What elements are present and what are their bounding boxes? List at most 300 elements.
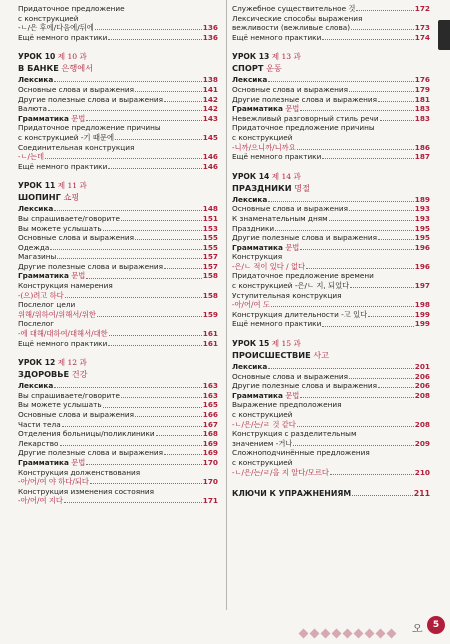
- page-ref[interactable]: 151: [202, 213, 218, 223]
- toc-entry-text: [232, 104, 299, 114]
- footer-korean-char: 오: [412, 622, 423, 635]
- leader-dots: [108, 345, 201, 346]
- lesson-title[interactable]: [232, 182, 430, 194]
- page-ref[interactable]: 158: [202, 290, 218, 300]
- leader-dots: [350, 287, 414, 288]
- leader-dots: [322, 39, 413, 40]
- grammar-label: Грамматика: [232, 390, 283, 400]
- page-ref[interactable]: 199: [414, 319, 430, 329]
- leader-dots: [60, 445, 202, 446]
- leader-dots: [135, 239, 202, 240]
- toc-entry-text: Уступительная конструкция: [232, 290, 342, 300]
- toc-entry-text: Ещё немного практики: [232, 152, 322, 162]
- grammar-korean-label: 문법: [282, 242, 300, 252]
- toc-entry: [18, 4, 218, 14]
- toc-entry: [232, 271, 430, 281]
- leader-dots: [135, 91, 202, 92]
- lesson-number: [18, 357, 218, 368]
- toc-entry-text: Ещё немного практики: [18, 338, 108, 348]
- toc-entry: [232, 458, 430, 468]
- page-ref[interactable]: 161: [202, 338, 218, 348]
- toc-entry: [18, 496, 218, 506]
- toc-entry-text: Основные слова и выражения: [18, 410, 135, 419]
- page-ref[interactable]: 146: [202, 152, 218, 162]
- page-ref[interactable]: 210: [414, 467, 430, 477]
- toc-entry: [18, 458, 218, 468]
- toc-entry: [18, 410, 218, 420]
- page-ref[interactable]: 155: [202, 233, 218, 243]
- toc-entry-text: с конструкцией: [232, 410, 293, 419]
- leader-dots: [268, 368, 413, 369]
- toc-entry: [18, 468, 218, 478]
- leader-dots: [108, 39, 201, 40]
- leader-dots: [322, 326, 413, 327]
- lesson-title-korean: 운동: [263, 63, 282, 74]
- leader-dots: [380, 120, 414, 121]
- page-ref[interactable]: 136: [202, 23, 218, 33]
- page-ref[interactable]: 183: [414, 113, 430, 123]
- lesson-title-text: ПРАЗДНИКИ: [232, 182, 292, 193]
- page-ref[interactable]: 195: [414, 233, 430, 243]
- page-ref[interactable]: 179: [414, 84, 430, 94]
- page-ref[interactable]: 163: [202, 381, 218, 391]
- toc-entry: [232, 429, 430, 439]
- lesson-title-korean: 사고: [310, 350, 330, 361]
- page-ref[interactable]: 193: [414, 204, 430, 214]
- leader-dots: [86, 464, 201, 465]
- page-ref[interactable]: 195: [414, 223, 430, 233]
- toc-entry: [18, 243, 218, 253]
- toc-entry-text: Вы спрашиваете/говорите: [18, 390, 121, 400]
- toc-entry: [18, 391, 218, 401]
- leader-dots: [64, 502, 202, 503]
- toc-entry: [18, 123, 218, 133]
- toc-entry-text: -아/어/여 야 하다/되다: [18, 477, 89, 487]
- leader-dots: [86, 120, 201, 121]
- toc-entry: [232, 123, 430, 133]
- leader-dots: [86, 278, 201, 279]
- toc-entry-text: -ㄴ/은/는/ㄹ 것 같다: [232, 419, 296, 429]
- toc-entry: [232, 214, 430, 224]
- page-ref[interactable]: 165: [202, 400, 218, 410]
- toc-entry: [18, 429, 218, 439]
- toc-entry-text: Лекарство: [18, 438, 59, 448]
- toc-entry-text: с конструкцией: [18, 13, 79, 23]
- grammar-label: Грамматика: [232, 242, 283, 252]
- lesson-label: УРОК 15: [232, 339, 270, 349]
- toc-entry-text: К знаменательным дням: [232, 213, 328, 223]
- toc-entry: [232, 4, 430, 14]
- toc-entry-text: -ㄴ/은 후에/다음에/뒤에: [18, 23, 94, 33]
- toc-entry-text: Праздники: [232, 223, 275, 233]
- toc-entry: [18, 252, 218, 262]
- toc-entry-text: Лексические способы выражения: [232, 13, 363, 23]
- toc-entry-text: Другие полезные слова и выражения: [18, 448, 164, 458]
- page-ref[interactable]: 174: [414, 32, 430, 42]
- toc-entry: [18, 281, 218, 291]
- grammar-label: Грамматика: [18, 271, 69, 281]
- page-ref[interactable]: 148: [202, 204, 218, 214]
- page-ref[interactable]: 208: [414, 419, 430, 429]
- toc-entry: [232, 14, 430, 24]
- toc-entry-text: Придаточное предложение: [18, 4, 125, 13]
- leader-dots: [103, 230, 202, 231]
- toc-entry: [18, 448, 218, 458]
- page-ref[interactable]: 169: [202, 448, 218, 458]
- lesson-title-text: ШОПИНГ: [18, 192, 61, 203]
- toc-entry-text: Ещё немного практики: [232, 319, 322, 329]
- leader-dots: [268, 81, 413, 82]
- toc-entry: [232, 400, 430, 410]
- toc-entry: [232, 75, 430, 85]
- toc-entry: [18, 133, 218, 143]
- toc-entry: [18, 23, 218, 33]
- toc-right-column: [232, 4, 430, 499]
- grammar-korean-label: 문법: [282, 390, 300, 400]
- toc-entry: [232, 300, 430, 310]
- leader-dots: [300, 249, 413, 250]
- toc-entry-text: -ㄴ/은/는/ㄹ/을 지 알다/모르다: [232, 467, 329, 477]
- toc-entry-text: Основные слова и выражения: [18, 84, 135, 94]
- page-ref[interactable]: 206: [414, 371, 430, 381]
- leader-dots: [352, 495, 413, 496]
- toc-entry-text: -(으)려고 하다: [18, 290, 64, 300]
- leader-dots: [322, 158, 413, 159]
- toc-entry-text: с конструкцией: [232, 132, 293, 142]
- leader-dots: [330, 474, 414, 475]
- toc-entry-text: 위해/위하여/위해서/위한: [18, 309, 96, 319]
- toc-entry: [18, 310, 218, 320]
- lesson-title-korean: 명절: [291, 182, 310, 193]
- toc-entry: [232, 468, 430, 478]
- toc-entry-text: Послелог: [18, 319, 55, 329]
- page-ref[interactable]: 208: [414, 390, 430, 400]
- toc-entry-text: Придаточное предложение времени: [232, 271, 374, 281]
- leader-dots: [297, 426, 414, 427]
- lesson-title-korean: 은행에서: [58, 63, 94, 74]
- toc-entry-text: Лексика: [232, 194, 268, 204]
- page-ref[interactable]: 167: [202, 419, 218, 429]
- toc-entry: [18, 420, 218, 430]
- toc-entry-text: Другие полезные слова и выражения: [18, 261, 164, 271]
- toc-entry-text: Лексика: [18, 204, 54, 214]
- page-ref[interactable]: 141: [202, 84, 218, 94]
- toc-entry-text: Конструкция изменения состояния: [18, 486, 155, 496]
- lesson-title[interactable]: [232, 349, 430, 361]
- toc-entry-text: -니까/으니까/니까요: [232, 142, 296, 152]
- toc-entry-text: Конструкция намерения: [18, 281, 113, 291]
- toc-entry-text: вежливости (вежливые слова): [232, 23, 351, 33]
- toc-entry-text: с конструкцией -은/ㄴ 지, 되었다: [232, 281, 350, 291]
- answer-keys-entry: [232, 489, 430, 499]
- toc-entry: [18, 75, 218, 85]
- toc-entry: [232, 85, 430, 95]
- page-ref[interactable]: 189: [414, 194, 430, 204]
- toc-entry-text: значением -거나: [232, 438, 293, 448]
- toc-entry: [18, 143, 218, 153]
- lesson-title-text: ПРОИСШЕСТВИЕ: [232, 350, 311, 361]
- toc-entry-text: с конструкцией -기 때문에: [18, 132, 115, 142]
- toc-entry-text: Выражение предположения: [232, 400, 342, 410]
- toc-entry-text: Конструкция долженствования: [18, 467, 141, 477]
- lesson-title[interactable]: [18, 368, 218, 380]
- leader-dots: [297, 149, 414, 150]
- toc-entry: [18, 14, 218, 24]
- toc-entry-text: Придаточное предложение причины: [18, 123, 161, 133]
- leader-dots: [57, 258, 202, 259]
- toc-entry: [232, 281, 430, 291]
- leader-dots: [45, 158, 202, 159]
- toc-entry: [232, 291, 430, 301]
- toc-entry: [232, 224, 430, 234]
- page-ref[interactable]: 153: [202, 223, 218, 233]
- toc-entry: [18, 477, 218, 487]
- toc-entry-text: Основные слова и выражения: [232, 204, 349, 214]
- lesson-label-korean: 제 12 과: [55, 358, 87, 368]
- grammar-korean-label: 문법: [282, 104, 300, 114]
- page-ref[interactable]: 181: [414, 94, 430, 104]
- lesson-title[interactable]: [18, 191, 218, 203]
- page-ref[interactable]: 170: [202, 477, 218, 487]
- leader-dots: [48, 110, 202, 111]
- toc-entry: [232, 33, 430, 43]
- lesson-label: УРОК 14: [232, 171, 270, 181]
- toc-entry-text: Соединительная конструкция: [18, 142, 135, 152]
- lesson-number: [232, 338, 430, 349]
- toc-entry: [232, 95, 430, 105]
- toc-entry-text: Конструкция: [232, 252, 283, 262]
- leader-dots: [293, 445, 413, 446]
- leader-dots: [349, 91, 414, 92]
- toc-entry: [18, 381, 218, 391]
- page-ref[interactable]: 187: [414, 152, 430, 162]
- page-ref[interactable]: 170: [202, 457, 218, 467]
- leader-dots: [54, 81, 201, 82]
- page-ref[interactable]: 197: [414, 281, 430, 291]
- toc-entry: [18, 262, 218, 272]
- toc-entry: [232, 252, 430, 262]
- grammar-label: Грамматика: [18, 113, 69, 123]
- toc-entry-text: Вы можете услышать: [18, 400, 102, 410]
- toc-entry-text: Вы можете услышать: [18, 223, 102, 233]
- lesson-number: [18, 180, 218, 191]
- leader-dots: [54, 387, 201, 388]
- lesson-title-text: СПОРТ: [232, 63, 264, 74]
- toc-entry: [232, 372, 430, 382]
- toc-entry: [18, 85, 218, 95]
- leader-dots: [268, 201, 413, 202]
- page-ref[interactable]: 168: [202, 429, 218, 439]
- lesson-label-korean: 제 13 과: [269, 52, 301, 62]
- page-ref[interactable]: 201: [414, 362, 430, 372]
- toc-entry-text: [232, 243, 299, 253]
- leader-dots: [368, 316, 413, 317]
- toc-entry: [232, 448, 430, 458]
- page-ref[interactable]: 169: [202, 438, 218, 448]
- page-ref[interactable]: 206: [414, 381, 430, 391]
- toc-entry-text: Лексика: [18, 381, 54, 391]
- toc-entry-text: Лексика: [232, 362, 268, 372]
- page-ref[interactable]: 146: [202, 161, 218, 171]
- toc-entry: [232, 233, 430, 243]
- toc-entry: [18, 152, 218, 162]
- grammar-label: Грамматика: [232, 104, 283, 114]
- toc-entry: [18, 214, 218, 224]
- page-ref[interactable]: 155: [202, 242, 218, 252]
- lesson-label-korean: 제 10 과: [55, 52, 87, 62]
- lesson-label-korean: 제 15 과: [269, 339, 301, 349]
- toc-entry-text: Отделения больницы/поликлиники: [18, 429, 155, 439]
- page-ref[interactable]: 196: [414, 261, 430, 271]
- toc-entry: [232, 262, 430, 272]
- page-ref[interactable]: 193: [414, 213, 430, 223]
- toc-entry-text: Невежливый разговорный стиль речи: [232, 113, 379, 123]
- leader-dots: [271, 306, 414, 307]
- leader-dots: [121, 220, 202, 221]
- page-ref[interactable]: 171: [202, 496, 218, 506]
- toc-entry: [18, 329, 218, 339]
- leader-dots: [306, 268, 414, 269]
- lesson-title[interactable]: [232, 62, 430, 74]
- leader-dots: [156, 435, 202, 436]
- page-ref[interactable]: 166: [202, 410, 218, 419]
- page-ref[interactable]: 163: [202, 390, 218, 400]
- toc-entry-text: Послелог цели: [18, 300, 76, 310]
- leader-dots: [97, 316, 202, 317]
- leader-dots: [378, 101, 414, 102]
- page-ref[interactable]: 142: [202, 94, 218, 104]
- toc-entry-text: Придаточное предложение причины: [232, 123, 375, 133]
- page-ref[interactable]: 198: [414, 300, 430, 310]
- page-ref[interactable]: 161: [202, 329, 218, 339]
- toc-entry: [232, 204, 430, 214]
- toc-entry: [232, 133, 430, 143]
- toc-entry-text: Основные слова и выражения: [18, 233, 135, 243]
- toc-entry: [232, 319, 430, 329]
- leader-dots: [164, 454, 202, 455]
- lesson-title[interactable]: [18, 62, 218, 74]
- toc-left-column: [18, 4, 218, 506]
- toc-entry: [18, 104, 218, 114]
- grammar-korean-label: 문법: [68, 457, 86, 467]
- lesson-label-korean: 제 11 과: [55, 181, 87, 191]
- leader-dots: [90, 483, 202, 484]
- leader-dots: [378, 239, 414, 240]
- toc-entry: [18, 319, 218, 329]
- leader-dots: [351, 29, 414, 30]
- toc-entry-text: Конструкция длительности -고 있다: [232, 309, 368, 319]
- lesson-label-korean: 제 14 과: [269, 171, 301, 181]
- toc-entry: [18, 439, 218, 449]
- lesson-label: УРОК 13: [232, 52, 270, 62]
- page-ref[interactable]: 183: [414, 104, 430, 114]
- lesson-title-text: ЗДОРОВЬЕ: [18, 369, 70, 380]
- page-ref[interactable]: 199: [414, 309, 430, 319]
- leader-dots: [50, 249, 201, 250]
- page-ref[interactable]: 176: [414, 75, 430, 85]
- toc-entry: [232, 310, 430, 320]
- lesson-number: [232, 171, 430, 182]
- leader-dots: [275, 230, 414, 231]
- toc-entry: [18, 271, 218, 281]
- toc-entry-text: [18, 271, 85, 281]
- toc-entry: [18, 95, 218, 105]
- toc-entry-text: Вы спрашиваете/говорите: [18, 213, 121, 223]
- leader-dots: [62, 426, 202, 427]
- page-ref[interactable]: 136: [202, 32, 218, 42]
- toc-entry-text: -에 대해/대하여/대해서/대한: [18, 329, 108, 339]
- toc-entry-text: Ещё немного практики: [18, 32, 108, 42]
- toc-entry: [232, 104, 430, 114]
- toc-entry-text: Служебное существительное 것: [232, 4, 356, 13]
- toc-entry: [18, 233, 218, 243]
- toc-entry: [232, 195, 430, 205]
- toc-entry-text: -은/ㄴ 적이 있다 / 없다: [232, 261, 306, 271]
- toc-entry: [18, 400, 218, 410]
- toc-entry: [232, 381, 430, 391]
- grammar-korean-label: 문법: [68, 271, 86, 281]
- lesson-label: УРОК 10: [18, 52, 56, 62]
- lesson-number: [232, 51, 430, 62]
- page-edge-tab: [438, 20, 450, 50]
- leader-dots: [164, 101, 202, 102]
- page-ref[interactable]: 186: [414, 142, 430, 152]
- page-ref[interactable]: 209: [414, 438, 430, 448]
- toc-entry: [232, 243, 430, 253]
- toc-entry-text: Ещё немного практики: [18, 161, 108, 171]
- page-ref[interactable]: 145: [202, 132, 218, 142]
- page-ref[interactable]: 143: [202, 113, 218, 123]
- page-ref[interactable]: 211: [413, 489, 430, 499]
- toc-entry: [232, 114, 430, 124]
- page-ref[interactable]: 157: [202, 252, 218, 262]
- toc-entry-text: Другие полезные слова и выражения: [232, 233, 378, 243]
- toc-entry-text: с конструкцией: [232, 457, 293, 467]
- page-ref[interactable]: 173: [414, 23, 430, 33]
- leader-dots: [135, 416, 202, 417]
- toc-entry: [18, 291, 218, 301]
- page-ref[interactable]: 196: [414, 242, 430, 252]
- lesson-number: [18, 51, 218, 62]
- toc-entry: [18, 162, 218, 172]
- toc-entry-text: Лексика: [18, 75, 54, 85]
- leader-dots: [115, 139, 202, 140]
- page-ref[interactable]: 172: [414, 4, 430, 13]
- page-ref[interactable]: 158: [202, 271, 218, 281]
- toc-entry: [232, 410, 430, 420]
- leader-dots: [65, 297, 202, 298]
- toc-entry-text: [232, 391, 299, 401]
- toc-entry: [232, 391, 430, 401]
- toc-entry-text: Магазины: [18, 252, 57, 262]
- leader-dots: [109, 335, 202, 336]
- lesson-label: УРОК 11: [18, 181, 56, 191]
- leader-dots: [164, 268, 202, 269]
- toc-entry: [232, 23, 430, 33]
- page-ref[interactable]: 157: [202, 261, 218, 271]
- toc-entry: [18, 224, 218, 234]
- leader-dots: [103, 407, 202, 408]
- lesson-label: УРОК 12: [18, 358, 56, 368]
- page-ref[interactable]: 142: [202, 104, 218, 114]
- toc-entry-text: Основные слова и выражения: [232, 84, 349, 94]
- page-ref[interactable]: 159: [202, 309, 218, 319]
- lesson-title-korean: 쇼핑: [60, 192, 80, 203]
- toc-entry-text: КЛЮЧИ К УПРАЖНЕНИЯМ: [232, 489, 352, 499]
- toc-entry: [18, 300, 218, 310]
- toc-entry: [232, 152, 430, 162]
- page-ref[interactable]: 138: [202, 75, 218, 85]
